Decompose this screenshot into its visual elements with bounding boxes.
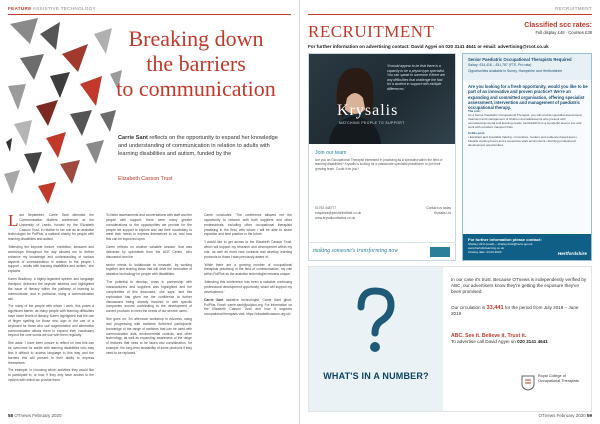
brand-mark xyxy=(430,247,450,257)
article-paragraph: sector needs to 'collaborate to innovate', by working together and sharing ideas that will drive the innovation of assistive technology for people with disabilities. xyxy=(106,262,192,277)
headline-line-1: Breaking down xyxy=(128,26,264,51)
right-page xyxy=(300,0,600,424)
advert-cta: ABC. See it. Believe it. Trust it. To advertise call David Agyei on 020 3141 4641 xyxy=(451,333,548,344)
phone-number[interactable]: 020 3141 4641 xyxy=(517,339,548,344)
section-label: FEATURE ASSISTIVE TECHNOLOGY xyxy=(8,6,96,11)
advert-headline: WHAT'S IN A NUMBER? xyxy=(323,371,429,381)
advert-krysalis[interactable] xyxy=(308,53,456,261)
article-column-1 xyxy=(8,213,94,386)
closing-date: Closing date: 24.03.2020 xyxy=(468,250,502,254)
section-label: RECRUITMENT xyxy=(555,6,592,11)
drop-cap: L xyxy=(8,211,19,230)
article-paragraph: Carrie concludes: 'The conference allowed me the opportunity to network with both suppliers and other professionals, including other occupational therapists practising in the field, with whom I will be able to share expertise and best practice in the future. xyxy=(204,213,292,237)
article-paragraph: 'For many of the people with whom I work, this poses a significant barrier, as many people with learning difficulties have lower levels of literacy. Karen highlighted that the use of finger spelling for those who sign or the use of a keyboard for those who use augmentative and alternative communication allows them to expand their vocabulary beyond the core words we use with them regularly.' xyxy=(8,304,94,338)
article-paragraph: 'I would like to get across to the Elizabeth Casson Trust, which will support my research and development within my role, as well as meet new contacts and develop learning protocols to those I was previously aware of. xyxy=(204,240,292,259)
classified-rate-values: Full display £48 · Courses £38 xyxy=(535,30,592,35)
advert-photo xyxy=(309,54,455,144)
folio: 58 OTnews February 2020 xyxy=(8,413,62,418)
advert-otnews[interactable] xyxy=(308,266,592,412)
advertising-contact: For further information on advertising contact: David Agyei on 020 3141 4641 or email: advertising@rcot.co.uk xyxy=(308,44,549,49)
krysalis-logo: Krysalis xyxy=(337,102,399,119)
advert-banner xyxy=(309,242,455,260)
advert-visual xyxy=(309,267,443,411)
email-link[interactable]: enquiries@jobsforthefield.co.uk xyxy=(315,210,362,215)
contact-email[interactable]: Shelley Hirst (Lead) – shelley.hirst@herts.gov.uk xyxy=(468,242,533,246)
article-paragraph: She goes on: 'An afternoon workshop in eAccess, using and progressing with switches furthered participants' knowledge of the range of switches that can be used with communication aids, environmental controls, and other technology, as well as expanding awareness of the range of features that need to be taken into consideration, for example, the long-term availability of some products if they need to be replaced.' xyxy=(106,317,192,355)
article-column-3 xyxy=(204,213,292,320)
folio: OTnews February 2020 59 xyxy=(538,413,592,418)
standfirst xyxy=(118,134,286,158)
hertfordshire-logo: Hertfordshire xyxy=(557,251,587,256)
circulation-text: Our circulation is 33,441 for the period from July 2018 – June 2019 xyxy=(451,305,579,316)
advert-hertfordshire[interactable] xyxy=(462,53,592,261)
article-paragraph: Last September, Carrie Sant attended the Communication Matters conference at the University of Leeds, funded by the Elizabeth Casson Trust. In relation to her role as an assistive technologist for PolPlus, a national charity for people with learning disabilities and autism. xyxy=(8,211,94,242)
classified-rates xyxy=(524,22,592,35)
advert-footer: For further information please contact: Shelley Hirst (Lead) – shelley.hirst@herts.gov.uk www.hertsforlearning.co.uk Closing date: 24.03.2020 Hertfordshire xyxy=(463,234,591,260)
recruitment-title: RECRUITMENT xyxy=(308,22,435,41)
advert-lead: Are you looking for a fresh opportunity, would you like to be part of an innovative and proven practice? We're an expanding and committed organisation, offering specialist assessment, intervention and management of paediatric occupational therapy. xyxy=(468,84,588,111)
website-link[interactable]: www.hertsforlearning.co.uk xyxy=(468,246,505,250)
classified-heading: Classified scc rates: xyxy=(524,22,592,29)
advert-body: The role: As a Senior Paediatric Occupational Therapist, you will provide specialist assessment, treatment and management of children and adolescents who present with neurodevelopmental and learning needs. Hertfordshire is a wonderful area to live and work with excellent transport links. In this post: • Excellent and specialist training • Innovative, modern and evidence-based team • Flexible working hours and a supportive work environment • Exciting professional development opportunities xyxy=(468,109,583,147)
headline-line-2: the barriers xyxy=(146,51,246,76)
article-paragraph: 'Attending this conference has been a valuable continuing professional development opportunity, which will support my development.' xyxy=(204,280,292,294)
location: Opportunities available in Surrey, Hampshire and Hertfordshire xyxy=(468,68,563,73)
advert-paragraph: In our case it's trust. Because OTnews is independently verified by ABC, our advertisers know they're getting the exposure they've been promised xyxy=(451,277,587,294)
article-paragraph: Carrie reflects on another valuable session, that was delivered by specialists from the ACE Centre, who discussed how the xyxy=(106,245,192,259)
standfirst-name: Carrie Sant xyxy=(118,135,148,141)
job-title: Senior Paediatric Occupational Therapists Required xyxy=(468,57,572,62)
rcot-name: Royal College of Occupational Therapists xyxy=(538,374,579,383)
advert-contact-right: Contact us today Krysalis Ltd xyxy=(426,206,451,215)
article-paragraph: Karen Bradbury, a highly-regarded speech and language therapist, delivered the keynote address and highlighted the issue of literacy within the pathway of learning to communicate, and in particular, using a communication aid. xyxy=(8,277,94,301)
advert-contacts xyxy=(315,206,451,220)
phone-number[interactable]: 01792 445777 xyxy=(315,206,337,210)
section-rule xyxy=(308,14,592,15)
article-paragraph: 'For example, in choosing which activities they would like to participate in, or how, if they only have access to the options with which we provide them.' xyxy=(8,368,94,383)
standfirst-byline: Elizabeth Casson Trust xyxy=(118,176,173,182)
advert-heading: Join our team xyxy=(315,150,347,156)
krysalis-logo-sub: MATCHING PEOPLE TO SUPPORT xyxy=(339,121,405,125)
advert-header xyxy=(463,54,591,80)
article-paragraph: She adds: 'I have been unsure to reflect on how this can be overcome for adults with learning disabilities who may find it difficult to access language in this way and the barriers this will present in their ability to express themselves.' xyxy=(8,341,94,365)
article-paragraph: 'Attending the keynote lecture, exhibition, sessions and workshops throughout the day allowed me to further enhance my knowledge and understanding of various aspects of communication in relation to the people I support – adults with learning disabilities and autism,' she explains. xyxy=(8,245,94,274)
headline-line-3: to communication xyxy=(116,76,276,101)
headline xyxy=(100,26,292,101)
standfirst-text: reflects on the opportunity to expand her knowledge and understanding of communication in relation to adults with learning disabilities and autism, funded by the xyxy=(118,135,278,157)
question-mark-icon xyxy=(347,285,403,355)
website-link[interactable]: www.krysalisorthotics.co.uk xyxy=(315,215,356,220)
salary: Salary: £34,416 – £51,787 (FTE, Pro rata) xyxy=(468,63,532,68)
author-note: Carrie Sant assistive technologist, Carrie Sant gbort, PolPlus. Email: carrie.sant@polplus.org. For information on the Elizabeth Casson Trust and how it supports occupational therapists visit: https://elizabethcasson.org.uk/ xyxy=(204,297,293,317)
advert-tagline: making someone's transforming now xyxy=(313,248,399,254)
article-column-2 xyxy=(106,213,192,359)
advert-quote: 'It would appear to be that there is a capacity to be a physio type specialist. You can speak to someone if there are any difficulties that challenge the fast for a student in support with multiple differences.' xyxy=(387,64,446,91)
advert-text xyxy=(451,267,591,411)
crest-icon xyxy=(521,375,535,391)
advert-body: Are you an Occupational Therapist interested in practicing as a specialist within the field of learning disabilities? Krysalis is looking for a passionate specialist practitioner to join their growing team. Could it be you? xyxy=(315,158,443,171)
article-paragraph: To listen assessments and conversations with staff and the people with support, there were many greater considerations to the opportunities we provide for the people we support to explore and use their vocabulary to meet their needs to express themselves to us, and how this can be improved upon. xyxy=(106,213,192,242)
article-paragraph: 'The potential to develop, cross in partnership with manufacturers and suppliers was highlighted and the complexities of this discussed,' she says, 'and this exploration has given me the confidence to further discussions being already involved in with specific companies around contributing to the development of current products to meet the needs of our service users.' xyxy=(106,280,192,314)
article-paragraph: 'While there are a growing number of occupational therapists practising in the field of communication, my role within PolPlus as the assistive technologist remains unique. xyxy=(204,262,292,277)
